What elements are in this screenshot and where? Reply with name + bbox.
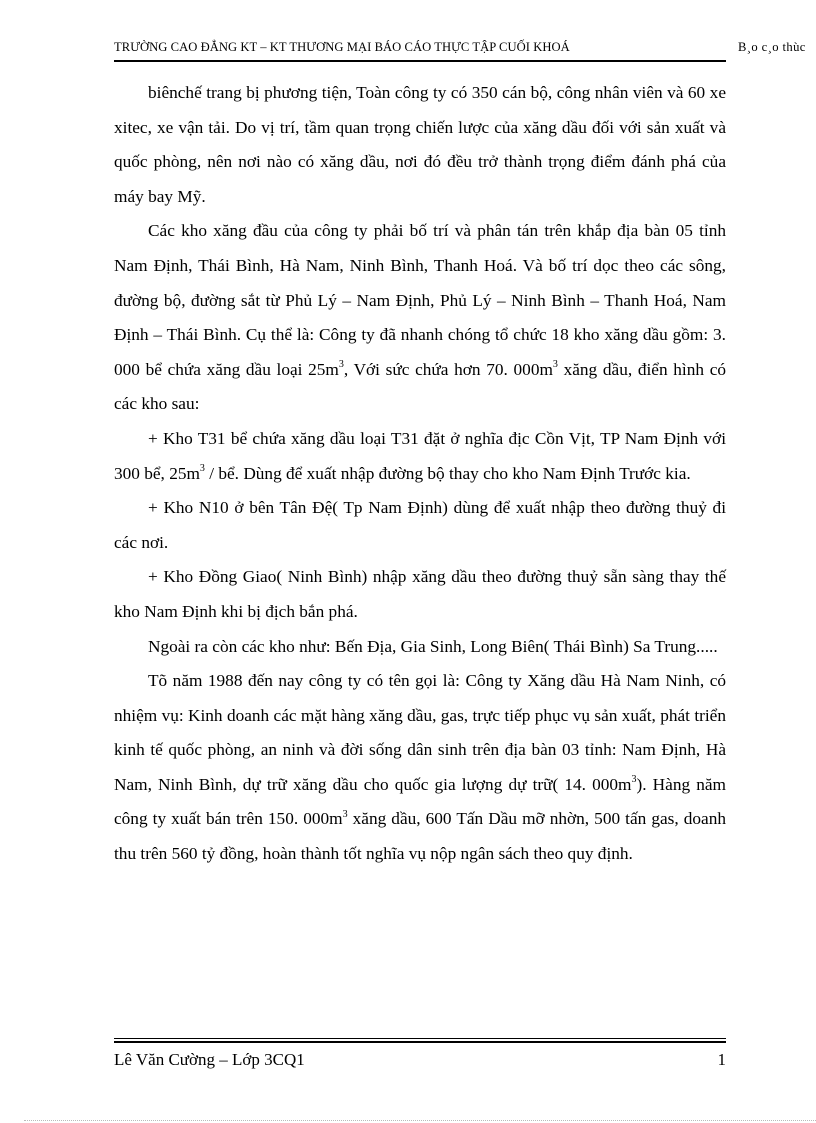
document-body bbox=[114, 76, 726, 872]
superscript: 3 bbox=[552, 358, 558, 370]
page-header bbox=[114, 38, 816, 62]
paragraph bbox=[114, 630, 726, 665]
superscript: 3 bbox=[631, 774, 637, 786]
page-number: 1 bbox=[717, 1050, 726, 1069]
paragraph-text: + Kho T31 bể chứa xăng dầu loại T31 đặt ở nghĩa địc Cồn Vịt, TP Nam Định với 300 bể, 25m bbox=[114, 428, 726, 483]
paragraph-text: xăng dầu, điển hình có các kho sau: bbox=[114, 359, 726, 414]
page-bottom-border bbox=[24, 1120, 816, 1121]
paragraph-text: Các kho xăng đầu của công ty phải bố trí và phân tán trên khắp địa bàn 05 tỉnh Nam Định, Thái Bình, Hà Nam, Ninh Bình, Thanh Hoá. Và bố trí dọc theo các sông, đường bộ, đường sắt từ Phủ Lý – Nam Định, Phủ Lý – Ninh Bình – Thanh Hoá, Nam Định – Thái Bình. Cụ thể là: Công ty đã nhanh chóng tổ chức 18 kho xăng dầu gồm: 3. 000 bể chứa xăng dầu loại 25m bbox=[114, 221, 726, 379]
footer-author: Lê Văn Cường – Lớp 3CQ1 bbox=[114, 1050, 305, 1069]
header-rule bbox=[114, 60, 726, 62]
header-tag: B¸o c¸o thùc bbox=[738, 40, 806, 54]
paragraph bbox=[114, 76, 726, 214]
superscript: 3 bbox=[338, 358, 344, 370]
paragraph-text: + Kho N10 ở bên Tân Đệ( Tp Nam Định) dùng để xuất nhập theo đường thuỷ đi các nơi. bbox=[114, 498, 726, 552]
paragraph-text: / bể. Dùng để xuất nhập đường bộ thay cho kho Nam Định Trước kia. bbox=[204, 463, 691, 483]
paragraph bbox=[114, 214, 726, 422]
superscript: 3 bbox=[199, 462, 205, 474]
paragraph-text: Tõ năm 1988 đến nay công ty có tên gọi là: Công ty Xăng dầu Hà Nam Ninh, có nhiệm vụ: Kinh doanh các mặt hàng xăng dầu, gas, trực tiếp phục vụ sản xuất, phát triển kinh tế quốc phòng, an ninh và đời sống dân sinh trên địa bàn 03 tỉnh: Nam Định, Hà Nam, Ninh Bình, dự trữ xăng dầu cho quốc gia lượng dự trữ( 14. 000m bbox=[114, 671, 726, 794]
paragraph bbox=[114, 664, 726, 872]
superscript: 3 bbox=[342, 808, 348, 820]
paragraph-text: xăng dầu, 600 Tấn Dầu mỡ nhờn, 500 tấn gas, doanh thu trên 560 tỷ đồng, hoàn thành tốt nghĩa vụ nộp ngân sách theo quy định. bbox=[114, 809, 726, 864]
paragraph bbox=[114, 491, 726, 560]
paragraph-text: Ngoài ra còn các kho như: Bến Địa, Gia Sinh, Long Biên( Thái Bình) Sa Trung..... bbox=[148, 636, 718, 656]
paragraph-text: ). Hàng năm công ty xuất bán trên 150. 000m bbox=[114, 774, 726, 829]
paragraph-text: + Kho Đồng Giao( Ninh Bình) nhập xăng dầu theo đường thuỷ sẵn sàng thay thế kho Nam Định khi bị địch bắn phá. bbox=[114, 567, 726, 621]
footer-rule-line bbox=[114, 1038, 726, 1039]
paragraph-text: biênchế trang bị phương tiện, Toàn công ty có 350 cán bộ, công nhân viên và 60 xe xitec, xe vận tải. Do vị trí, tầm quan trọng chiến lược của xăng dầu đối với sản xuất và quốc phòng, nên nơi nào có xăng dầu, nơi đó đều trở thành trọng điểm đánh phá của máy bay Mỹ. bbox=[114, 83, 726, 206]
footer-rule-line bbox=[114, 1041, 726, 1042]
paragraph bbox=[114, 422, 726, 491]
paragraph bbox=[114, 560, 726, 629]
paragraph-text: , Với sức chứa hơn 70. 000m bbox=[343, 359, 553, 379]
footer-rule bbox=[114, 1038, 726, 1045]
header-title: TRƯỜNG CAO ĐẲNG KT – KT THƯƠNG MẠI BÁO CÁO THỰC TẬP CUỐI KHOÁ bbox=[114, 40, 570, 54]
